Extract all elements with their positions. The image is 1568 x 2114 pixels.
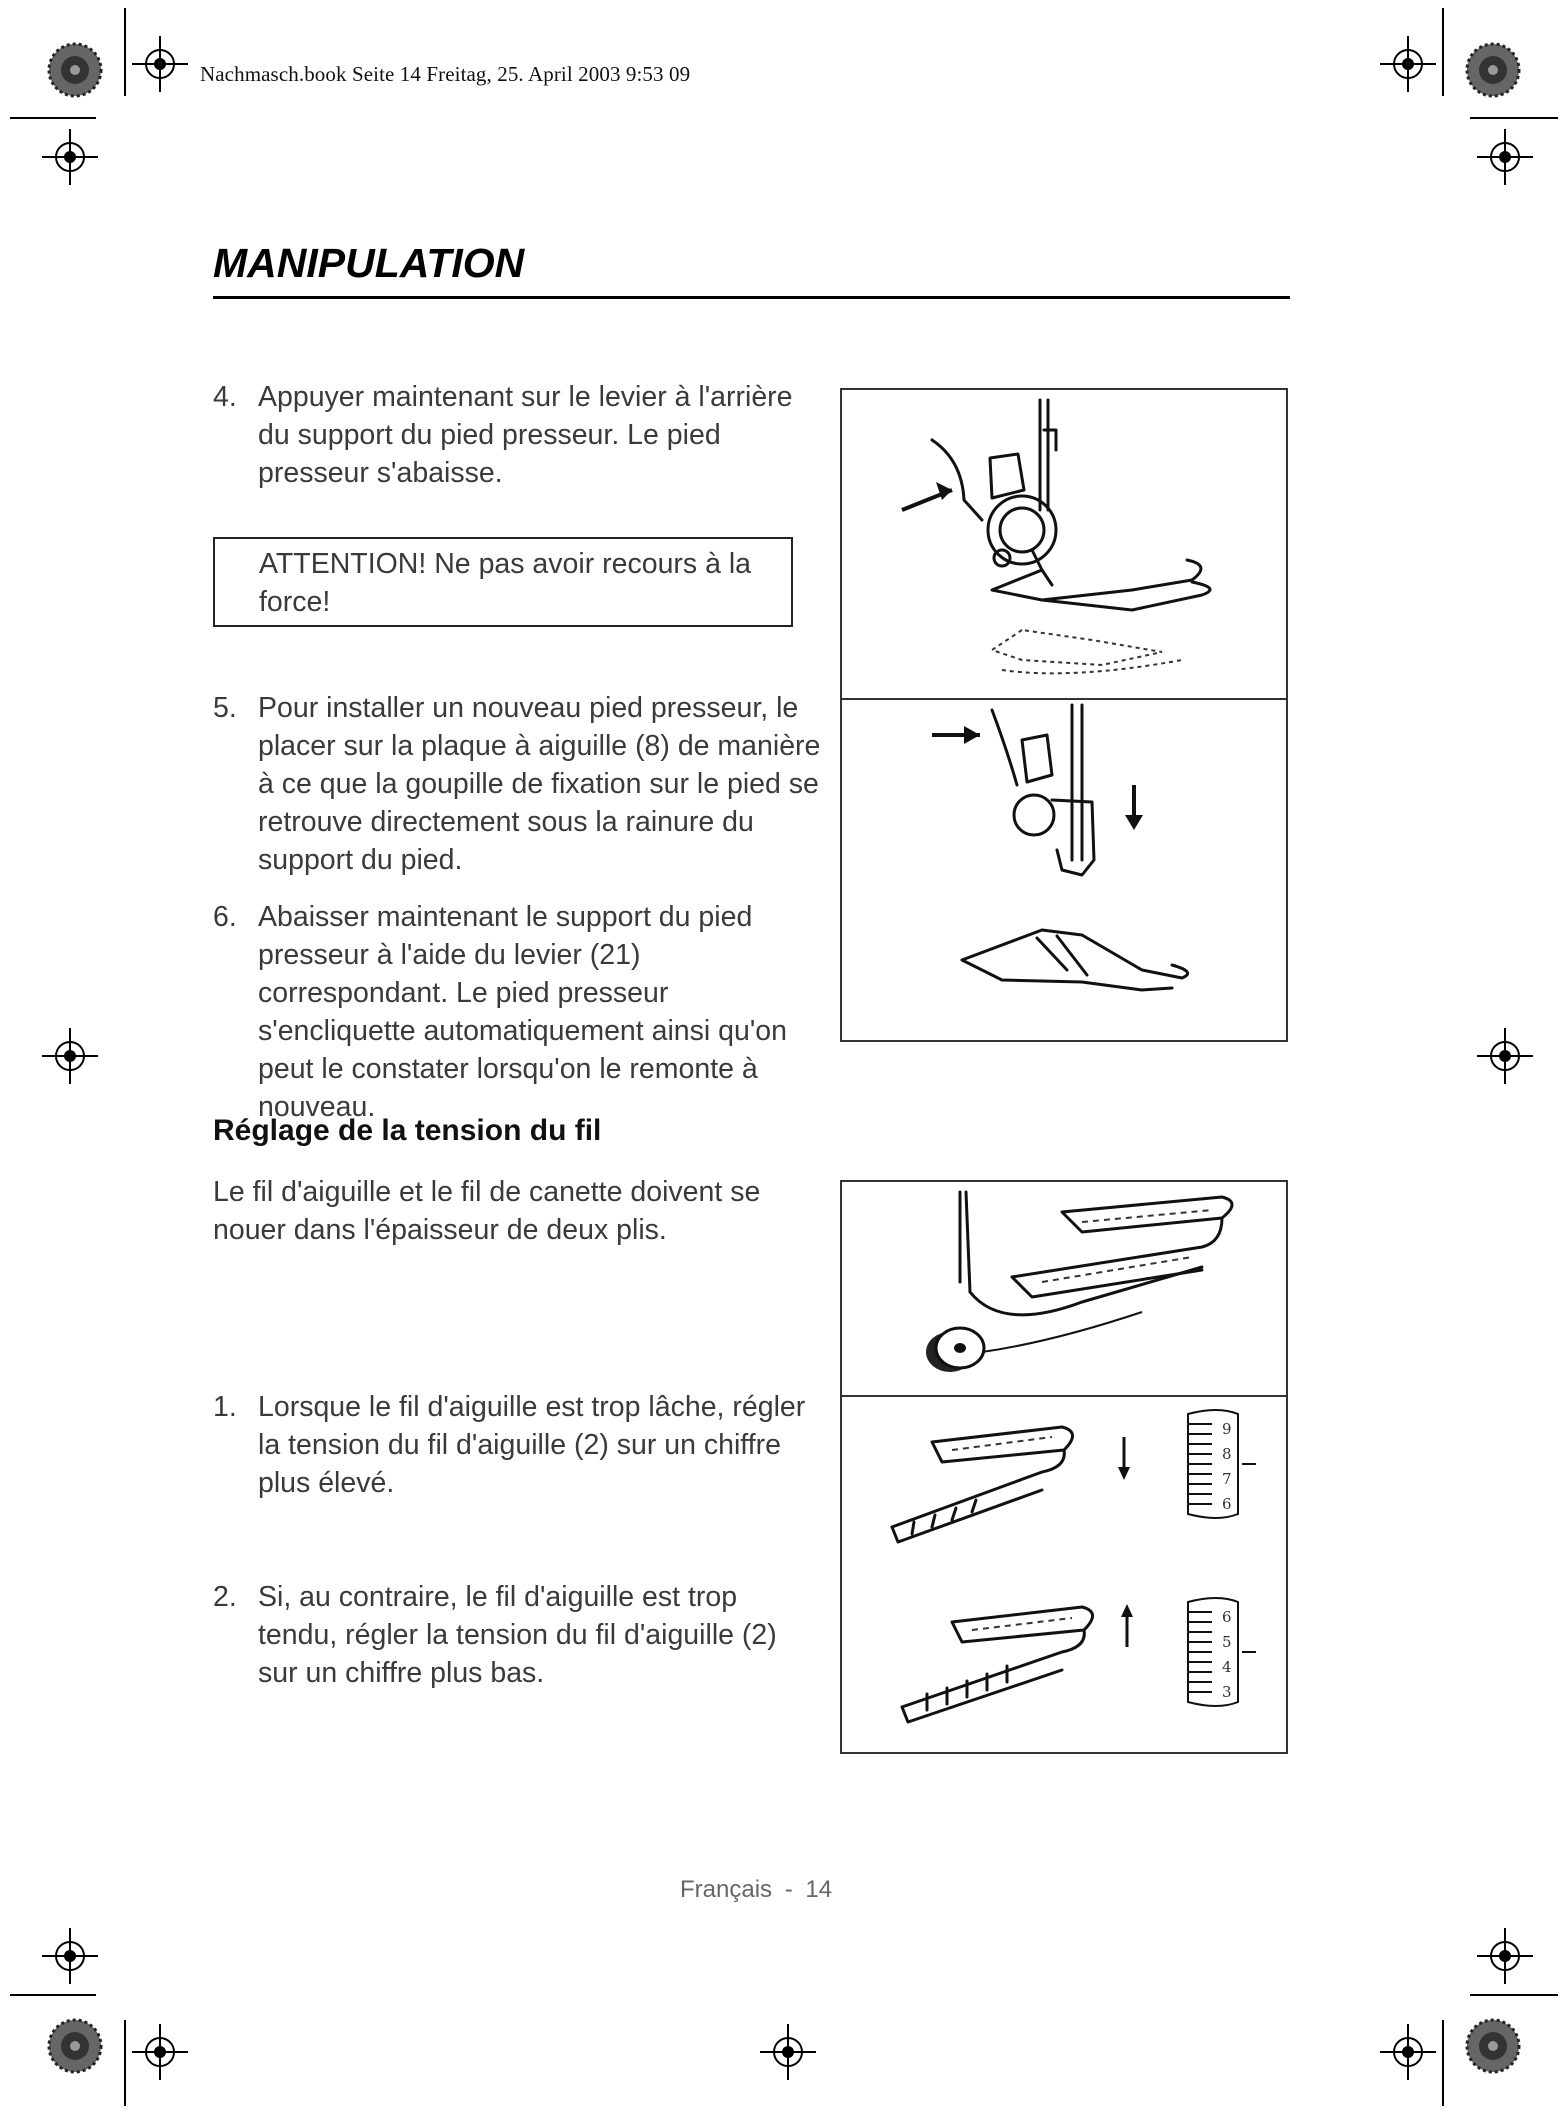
section-intro: Le fil d'aiguille et le fil de canette doivent se nouer dans l'épaisseur de deux plis. — [213, 1176, 761, 1246]
page-title: MANIPULATION — [213, 240, 525, 286]
step-text: Lorsque le fil d'aiguille est trop lâche, régler la tension du fil d'aiguille (2) sur un chiffre plus élevé. — [258, 1391, 806, 1499]
print-slug: Nachmasch.book Seite 14 Freitag, 25. April 2003 9:53 09 — [200, 62, 691, 86]
dial-number: 9 — [1222, 1420, 1232, 1438]
step-number: 2. — [213, 1581, 237, 1613]
dial-number: 6 — [1222, 1608, 1232, 1626]
step-text: Abaisser maintenant le support du pied presseur à l'aide du levier (21) correspondant. Le pied presseur s'encliquette automatiquement ainsi qu'on peut le constater lorsqu'on le remonte à nouveau. — [258, 901, 787, 1123]
step-number: 4. — [213, 381, 237, 413]
tension-step-1 — [213, 1388, 823, 1502]
section-heading: Réglage de la tension du fil — [213, 1114, 602, 1147]
presser-foot-figure — [840, 388, 1288, 1042]
step-4 — [213, 378, 823, 492]
page-number: 14 — [805, 1876, 833, 1903]
footer-language: Français — [680, 1876, 773, 1903]
page-footer — [680, 1876, 832, 1904]
dial-number: 7 — [1222, 1470, 1232, 1488]
attention-text: ATTENTION! Ne pas avoir recours à la force! — [259, 548, 752, 618]
dial-number: 8 — [1222, 1445, 1232, 1463]
tension-dial-low — [1178, 1592, 1258, 1712]
step-5 — [213, 689, 823, 879]
tension-step-2 — [213, 1578, 823, 1692]
tension-dial-high — [1178, 1404, 1258, 1524]
step-number: 5. — [213, 692, 237, 724]
presser-foot-illustration — [842, 390, 1286, 1040]
dial-number: 4 — [1222, 1658, 1232, 1676]
step-text: Si, au contraire, le fil d'aiguille est trop tendu, régler la tension du fil d'aiguille (2) sur un chiffre plus bas. — [258, 1581, 777, 1689]
title-rule — [213, 296, 1290, 299]
step-number: 6. — [213, 901, 237, 933]
step-text: Appuyer maintenant sur le levier à l'arrière du support du pied presseur. Le pied presseur s'abaisse. — [258, 381, 793, 489]
dial-number: 3 — [1222, 1683, 1232, 1701]
dial-number: 6 — [1222, 1495, 1232, 1513]
bobbin-icon — [926, 1328, 984, 1372]
step-number: 1. — [213, 1391, 237, 1423]
attention-box — [213, 537, 793, 627]
thread-tension-figure — [840, 1180, 1288, 1754]
dial-number: 5 — [1222, 1633, 1232, 1651]
step-6 — [213, 898, 823, 1126]
footer-separator: - — [784, 1876, 793, 1903]
step-text: Pour installer un nouveau pied presseur, le placer sur la plaque à aiguille (8) de manière à ce que la goupille de fixation sur le pied se retrouve directement sous la rainure du support du pied. — [258, 692, 821, 876]
